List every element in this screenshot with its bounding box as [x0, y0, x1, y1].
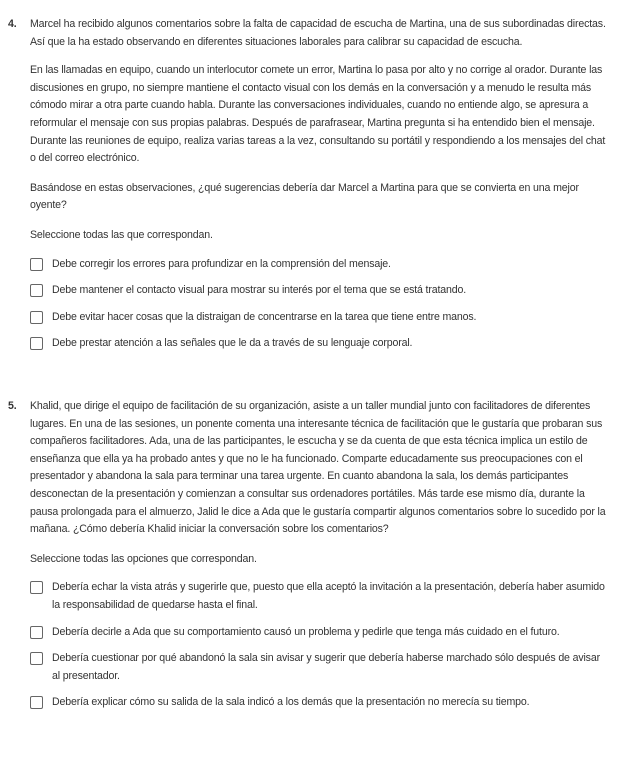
answer-option[interactable] [30, 335, 608, 353]
answer-option[interactable] [30, 650, 608, 685]
question-prompt: Basándose en estas observaciones, ¿qué sugerencias debería dar Marcel a Martina para que se convierta en una mejor oyente? [30, 181, 579, 212]
checkbox-icon[interactable] [30, 311, 43, 324]
option-label[interactable]: Debe evitar hacer cosas que la distraigan de concentrarse en la tarea que tiene entre manos. [52, 310, 477, 323]
question-body [30, 16, 608, 353]
question-intro: Marcel ha recibido algunos comentarios sobre la falta de capacidad de escucha de Martina, una de sus subordinadas directas. Así que la ha estado observando en diferentes situaciones laborales para calibrar su capacidad de escucha. [30, 18, 606, 48]
answer-option[interactable] [30, 579, 608, 614]
option-label[interactable]: Debería explicar cómo su salida de la sala indicó a los demás que la presentación no merecía su tiempo. [52, 696, 530, 709]
question-instruction: Seleccione todas las opciones que correspondan. [30, 552, 257, 565]
option-label[interactable]: Debe prestar atención a las señales que le da a través de su lenguaje corporal. [52, 337, 413, 350]
question-scenario: En las llamadas en equipo, cuando un interlocutor comete un error, Martina lo pasa por alto y no corrige al orador. Durante las discusiones en grupo, no siempre mantiene el contacto visual con los demás en la conversación y a menudo le resulta más cómodo mirar a otra parte cuando habla. Durante las conversaciones individuales, cuando no entiende algo, se apresura a reformular el mensaje con sus propias palabras. Después de parafrasear, Martina pregunta si ha entendido bien el mensaje. Durante las reuniones de equipo, realiza varias tareas a la vez, consultando su portátil y respondiendo a los mensajes del chat o del correo electrónico. [30, 64, 606, 165]
checkbox-icon[interactable] [30, 284, 43, 297]
question-instruction: Seleccione todas las que correspondan. [30, 228, 213, 241]
question-number: 4. [8, 18, 17, 30]
option-label[interactable]: Debe mantener el contacto visual para mostrar su interés por el tema que se está tratando. [52, 284, 467, 297]
answer-option[interactable] [30, 256, 608, 274]
checkbox-icon[interactable] [30, 337, 43, 350]
checkbox-icon[interactable] [30, 652, 43, 665]
answer-options [30, 256, 608, 353]
answer-option[interactable] [30, 282, 608, 300]
option-label[interactable]: Debería cuestionar por qué abandonó la sala sin avisar y sugerir que debería haberse marchado sólo después de avisar al presentador. [52, 652, 600, 682]
question-body [30, 398, 608, 712]
option-label[interactable]: Debe corregir los errores para profundizar en la comprensión del mensaje. [52, 257, 391, 270]
checkbox-icon[interactable] [30, 258, 43, 271]
checkbox-icon[interactable] [30, 626, 43, 639]
question-intro: Khalid, que dirige el equipo de facilitación de su organización, asiste a un taller mundial junto con facilitadores de diferentes lugares. En una de las sesiones, un ponente comenta una interesante técnica de facilitación que le gustaría que probaran sus compañeros facilitadores. Ada, una de las participantes, le escucha y se da cuenta de que esta técnica implica un estilo de enseñanza que ella ya ha probado antes y que no le ha funcionado. Comparte educadamente sus preocupaciones con el presentador y abandona la sala para terminar una tarea urgente. En cuanto abandona la sala, los demás participantes desconectan de la presentación y comienzan a consultar sus ordenadores portátiles. Más tarde ese mismo día, durante la pausa prolongada para el almuerzo, Jalid le dice a Ada que le gustaría compartir algunos comentarios sobre lo sucedido por la mañana. ¿Cómo debería Khalid iniciar la conversación sobre los comentarios? [30, 400, 606, 536]
question-number: 5. [8, 400, 17, 412]
option-label[interactable]: Debería echar la vista atrás y sugerirle que, puesto que ella aceptó la invitación a la presentación, debería haber asumido la responsabilidad de quedarse hasta el final. [52, 581, 605, 611]
answer-option[interactable] [30, 309, 608, 327]
answer-options [30, 579, 608, 712]
checkbox-icon[interactable] [30, 581, 43, 594]
checkbox-icon[interactable] [30, 696, 43, 709]
option-label[interactable]: Debería decirle a Ada que su comportamiento causó un problema y pedirle que tenga más cuidado en el futuro. [52, 625, 560, 638]
answer-option[interactable] [30, 694, 608, 712]
answer-option[interactable] [30, 624, 608, 642]
